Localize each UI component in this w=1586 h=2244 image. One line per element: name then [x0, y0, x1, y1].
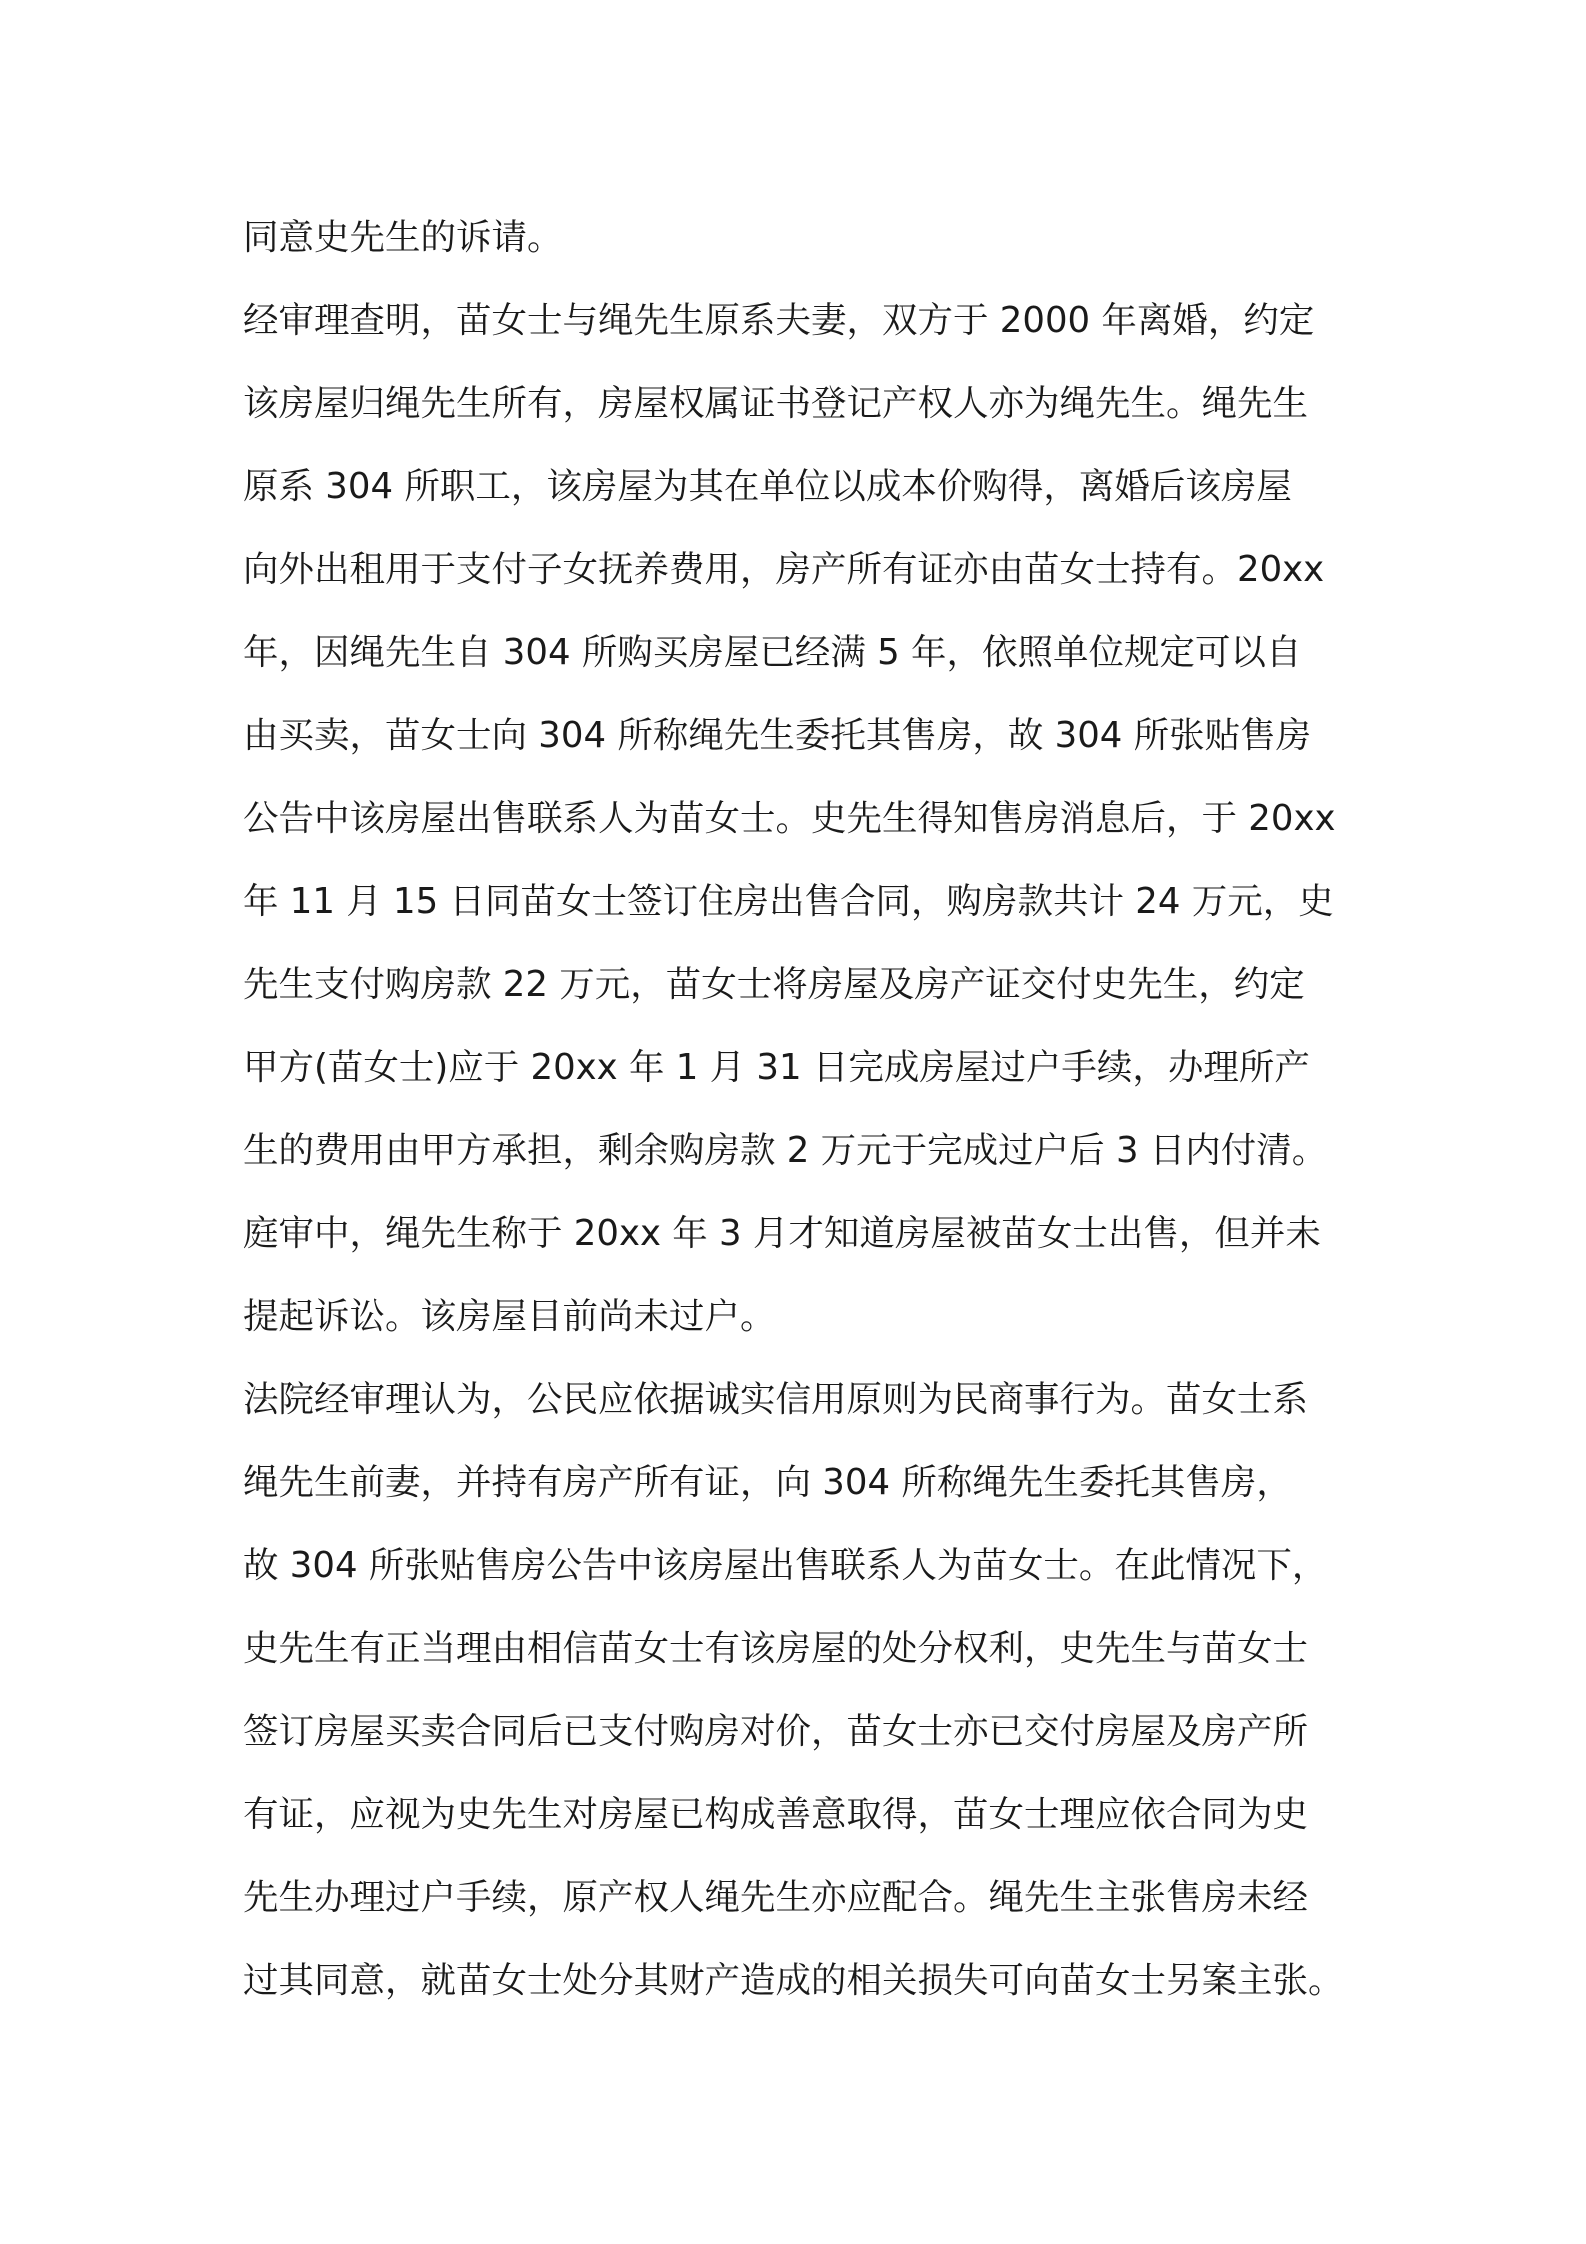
text-line: 年 11 月 15 日同苗女士签订住房出售合同，购房款共计 24 万元，史	[243, 881, 1334, 922]
text-line: 有证，应视为史先生对房屋已构成善意取得，苗女士理应依合同为史	[243, 1794, 1309, 1835]
text-line: 该房屋归绳先生所有，房屋权属证书登记产权人亦为绳先生。绳先生	[243, 383, 1309, 424]
text-line: 生的费用由甲方承担，剩余购房款 2 万元于完成过户后 3 日内付清。	[243, 1130, 1328, 1171]
text-line: 公告中该房屋出售联系人为苗女士。史先生得知售房消息后，于 20xx	[243, 798, 1336, 839]
text-line: 过其同意，就苗女士处分其财产造成的相关损失可向苗女士另案主张。	[243, 1960, 1344, 2001]
text-line: 史先生有正当理由相信苗女士有该房屋的处分权利，史先生与苗女士	[243, 1628, 1309, 1669]
text-line: 原系 304 所职工，该房屋为其在单位以成本价购得，离婚后该房屋	[243, 466, 1292, 507]
text-line: 先生支付购房款 22 万元，苗女士将房屋及房产证交付史先生，约定	[243, 964, 1305, 1005]
text-line: 法院经审理认为，公民应依据诚实信用原则为民商事行为。苗女士系	[243, 1379, 1309, 1420]
text-line: 庭审中，绳先生称于 20xx 年 3 月才知道房屋被苗女士出售，但并未	[243, 1213, 1321, 1254]
text-line: 先生办理过户手续，原产权人绳先生亦应配合。绳先生主张售房未经	[243, 1877, 1309, 1918]
text-line: 绳先生前妻，并持有房产所有证，向 304 所称绳先生委托其售房，	[243, 1462, 1292, 1503]
text-line: 甲方(苗女士)应于 20xx 年 1 月 31 日完成房屋过户手续，办理所产	[243, 1047, 1310, 1088]
text-line: 提起诉讼。该房屋目前尚未过户。	[243, 1296, 776, 1337]
text-line: 向外出租用于支付子女抚养费用，房产所有证亦由苗女士持有。20xx	[243, 549, 1325, 590]
text-line: 经审理查明，苗女士与绳先生原系夫妻，双方于 2000 年离婚，约定	[243, 300, 1315, 341]
text-line: 签订房屋买卖合同后已支付购房对价，苗女士亦已交付房屋及房产所	[243, 1711, 1309, 1752]
text-line: 同意史先生的诉请。	[243, 217, 563, 258]
document-body	[243, 196, 1375, 2022]
text-line: 由买卖，苗女士向 304 所称绳先生委托其售房，故 304 所张贴售房	[243, 715, 1312, 756]
text-line: 年，因绳先生自 304 所购买房屋已经满 5 年，依照单位规定可以自	[243, 632, 1302, 673]
text-line: 故 304 所张贴售房公告中该房屋出售联系人为苗女士。在此情况下，	[243, 1545, 1328, 1586]
